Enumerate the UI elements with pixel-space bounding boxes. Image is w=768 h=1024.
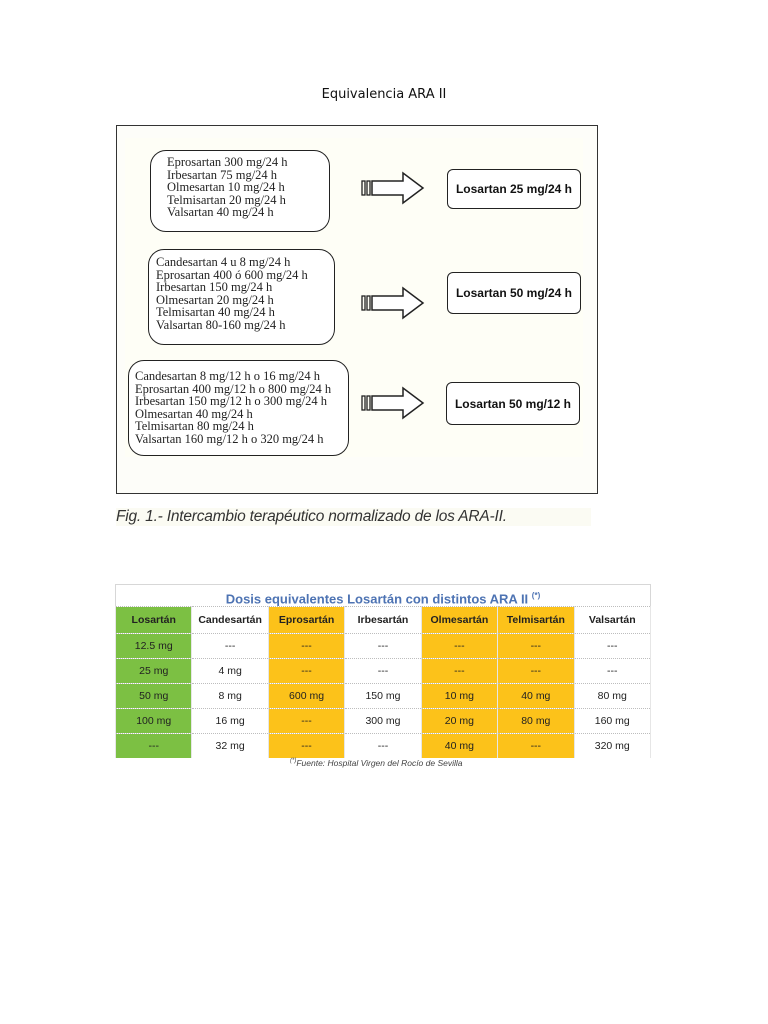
table-cell: ---: [498, 659, 574, 684]
result-box-3: Losartan 50 mg/12 h: [446, 382, 580, 425]
dose-table: [115, 606, 651, 758]
table-row: [116, 659, 651, 684]
drug-group-1: [150, 150, 330, 232]
drug-group-3: [128, 360, 349, 456]
group-line: Olmesartan 20 mg/24 h: [156, 292, 274, 307]
group-line: Candesartan 8 mg/12 h o 16 mg/24 h: [135, 369, 321, 383]
table-cell: 20 mg: [421, 709, 497, 734]
page-title: Equivalencia ARA II: [321, 87, 447, 102]
table-cell: ---: [574, 659, 650, 684]
table-cell: ---: [268, 709, 344, 734]
table-cell: ---: [116, 734, 192, 759]
arrow-right-icon: [361, 386, 427, 420]
table-cell: 4 mg: [192, 659, 268, 684]
figure-caption: Fig. 1.- Intercambio terapéutico normalizado de los ARA-II.: [116, 508, 591, 526]
column-header: Telmisartán: [498, 607, 574, 634]
group-line: Telmisartan 20 mg/24 h: [167, 192, 286, 207]
footnote-mark: (*): [290, 758, 297, 765]
group-line: Valsartan 80-160 mg/24 h: [156, 317, 286, 332]
group-line: Valsartan 40 mg/24 h: [167, 205, 274, 220]
column-header: Valsartán: [574, 607, 650, 634]
table-cell: ---: [345, 634, 421, 659]
column-header: Candesartán: [192, 607, 268, 634]
table-cell: ---: [268, 734, 344, 759]
group-line: Eprosartan 400 mg/12 h o 800 mg/24 h: [135, 381, 332, 396]
table-cell: 40 mg: [421, 734, 497, 759]
table-cell: ---: [345, 734, 421, 759]
dose-equivalence-table: [115, 584, 651, 758]
group-line: Irbesartan 150 mg/24 h: [156, 280, 273, 295]
table-cell: 10 mg: [421, 684, 497, 709]
table-cell: 50 mg: [116, 684, 192, 709]
column-header: Olmesartán: [421, 607, 497, 634]
group-line: Valsartan 160 mg/12 h o 320 mg/24 h: [135, 431, 324, 446]
column-header: Irbesartán: [345, 607, 421, 634]
table-cell: 600 mg: [268, 684, 344, 709]
group-line: Eprosartan 300 mg/24 h: [167, 155, 288, 169]
diagram-canvas: [125, 138, 583, 457]
table-cell: 40 mg: [498, 684, 574, 709]
table-cell: ---: [574, 634, 650, 659]
arrow-right-icon: [361, 171, 427, 205]
table-row: [116, 709, 651, 734]
table-cell: ---: [421, 634, 497, 659]
table-cell: 80 mg: [498, 709, 574, 734]
group-line: Telmisartan 40 mg/24 h: [156, 305, 275, 320]
table-cell: ---: [498, 634, 574, 659]
table-cell: ---: [192, 634, 268, 659]
table-header-row: [116, 607, 651, 634]
table-cell: 150 mg: [345, 684, 421, 709]
table-cell: ---: [268, 659, 344, 684]
arrow-right-icon: [361, 286, 427, 320]
table-title-text: Dosis equivalentes Losartán con distintos ARA II: [225, 591, 529, 607]
result-box-2: Losartan 50 mg/24 h: [447, 272, 581, 314]
result-box-1: Losartan 25 mg/24 h: [447, 169, 581, 209]
group-line: Eprosartan 400 ó 600 mg/24 h: [156, 267, 308, 282]
table-footnote: [290, 758, 463, 768]
footnote-text: Fuente: Hospital Virgen del Rocío de Sevilla: [296, 758, 463, 768]
table-cell: 160 mg: [574, 709, 650, 734]
group-line: Telmisartan 80 mg/24 h: [135, 419, 254, 434]
figure-equivalence-diagram: [116, 125, 598, 494]
group-line: Irbesartan 75 mg/24 h: [167, 167, 278, 182]
group-line: Olmesartan 10 mg/24 h: [167, 180, 285, 195]
table-cell: 80 mg: [574, 684, 650, 709]
group-line: Olmesartan 40 mg/24 h: [135, 406, 253, 421]
table-row: [116, 684, 651, 709]
table-cell: 25 mg: [116, 659, 192, 684]
table-cell: 8 mg: [192, 684, 268, 709]
table-title: [115, 584, 651, 606]
table-row: [116, 634, 651, 659]
table-row: [116, 734, 651, 759]
group-line: Irbesartan 150 mg/12 h o 300 mg/24 h: [135, 394, 327, 409]
table-cell: 12.5 mg: [116, 634, 192, 659]
column-header: Eprosartán: [268, 607, 344, 634]
table-cell: ---: [345, 659, 421, 684]
table-cell: 100 mg: [116, 709, 192, 734]
table-cell: 300 mg: [345, 709, 421, 734]
table-cell: ---: [268, 634, 344, 659]
column-header: Losartán: [116, 607, 192, 634]
table-cell: 16 mg: [192, 709, 268, 734]
table-cell: ---: [498, 734, 574, 759]
table-title-mark: (*): [531, 591, 541, 600]
drug-group-2: [148, 249, 335, 345]
table-body: [116, 634, 651, 759]
table-cell: ---: [421, 659, 497, 684]
table-cell: 32 mg: [192, 734, 268, 759]
table-cell: 320 mg: [574, 734, 650, 759]
group-line: Candesartan 4 u 8 mg/24 h: [156, 255, 291, 269]
